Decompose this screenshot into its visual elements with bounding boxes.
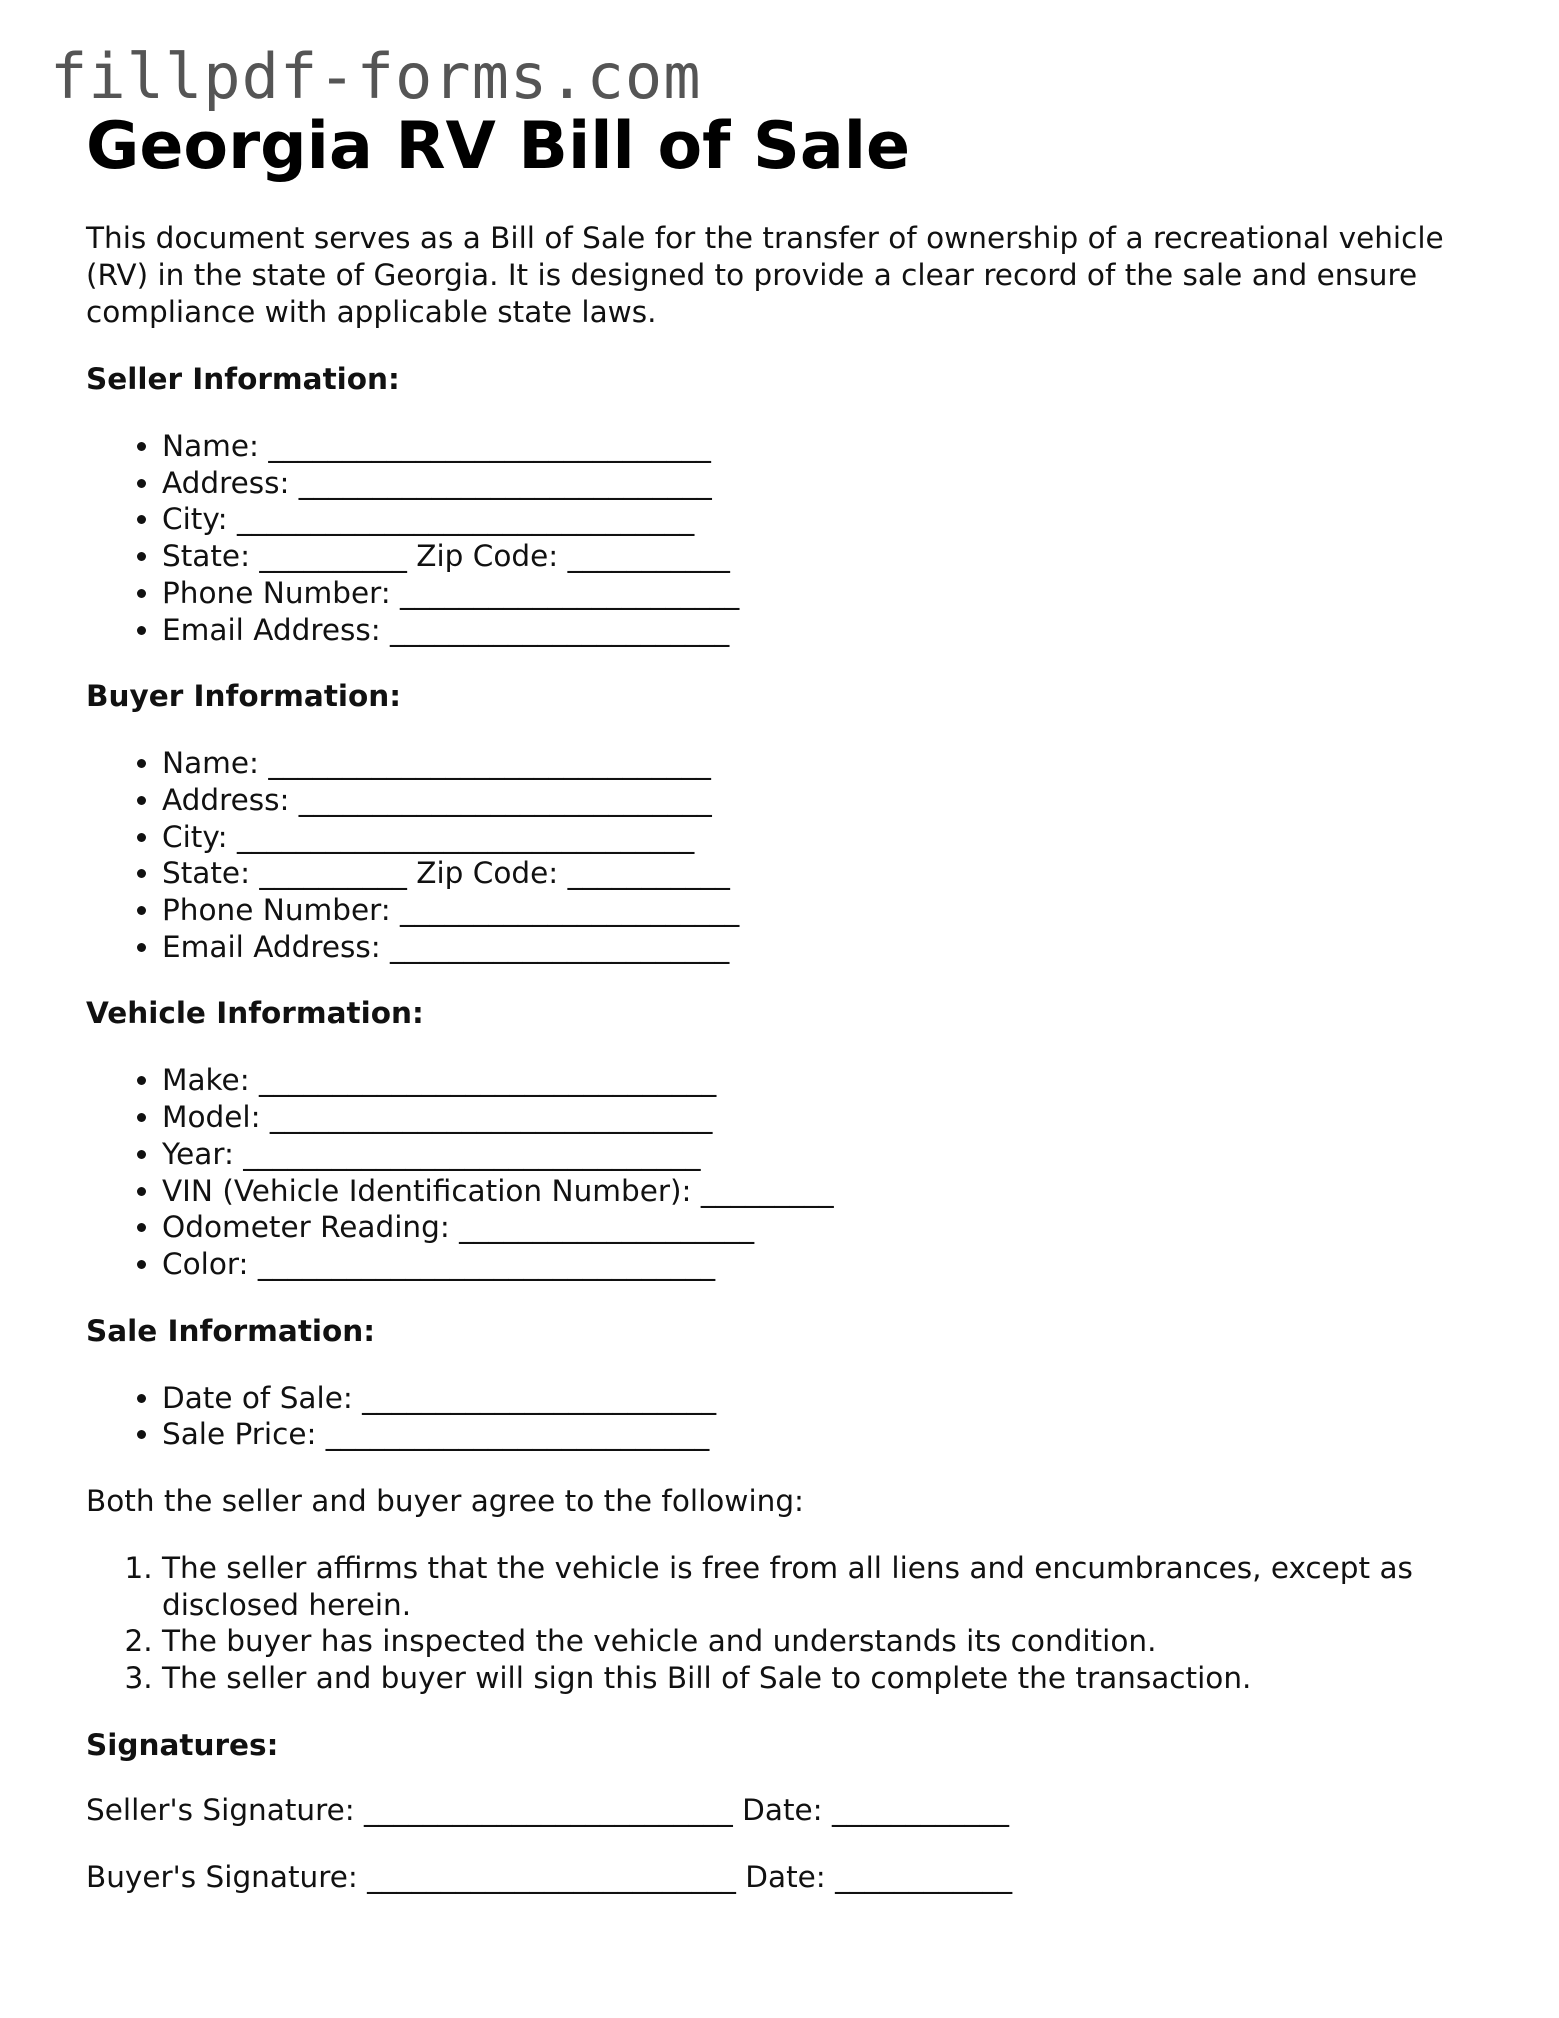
- intro-paragraph: This document serves as a Bill of Sale for the transfer of ownership of a recreational vehicle (RV) in the state of Georgia. It is designed to provide a clear record of the sale and ensure compliance with applicable state laws.: [86, 221, 1444, 329]
- buyer-state-zip-field: • State: __________ Zip Code: ___________: [162, 855, 1486, 892]
- seller-fields-list: [86, 428, 1486, 648]
- buyer-city-field: • City: _______________________________: [162, 819, 1486, 856]
- seller-name-field: • Name: ______________________________: [162, 428, 1486, 465]
- vehicle-model-field: • Model: ______________________________: [162, 1099, 1486, 1136]
- sale-price-field: • Sale Price: __________________________: [162, 1416, 1486, 1453]
- buyer-name-field: • Name: ______________________________: [162, 745, 1486, 782]
- vehicle-vin-field: • VIN (Vehicle Identification Number): _________: [162, 1173, 1486, 1210]
- vehicle-make-field: • Make: _______________________________: [162, 1062, 1486, 1099]
- agreement-item: 3. The seller and buyer will sign this Bill of Sale to complete the transaction.: [162, 1660, 1486, 1697]
- agreement-list: [86, 1550, 1486, 1697]
- sale-fields-list: [86, 1380, 1486, 1453]
- seller-phone-field: • Phone Number: _______________________: [162, 575, 1486, 612]
- buyer-heading: Buyer Information:: [86, 679, 402, 714]
- document-title: Georgia RV Bill of Sale: [86, 109, 911, 184]
- watermark: fillpdf-forms.com: [50, 40, 702, 113]
- buyer-email-field: • Email Address: _______________________: [162, 929, 1486, 966]
- seller-signature-line: Seller's Signature: _________________________ Date: ____________: [86, 1792, 1009, 1827]
- seller-email-field: • Email Address: _______________________: [162, 612, 1486, 649]
- vehicle-odometer-field: • Odometer Reading: ____________________: [162, 1209, 1486, 1246]
- agreement-item: 2. The buyer has inspected the vehicle and understands its condition.: [162, 1623, 1486, 1660]
- document-body: [86, 108, 1486, 1896]
- vehicle-heading: Vehicle Information:: [86, 996, 424, 1031]
- agreement-intro: Both the seller and buyer agree to the following:: [86, 1484, 804, 1519]
- sale-date-field: • Date of Sale: ________________________: [162, 1380, 1486, 1417]
- seller-state-zip-field: • State: __________ Zip Code: ___________: [162, 538, 1486, 575]
- seller-address-field: • Address: ____________________________: [162, 465, 1486, 502]
- seller-city-field: • City: _______________________________: [162, 501, 1486, 538]
- vehicle-year-field: • Year: _______________________________: [162, 1136, 1486, 1173]
- signatures-heading: Signatures:: [86, 1727, 279, 1762]
- buyer-fields-list: [86, 745, 1486, 965]
- vehicle-color-field: • Color: _______________________________: [162, 1246, 1486, 1283]
- buyer-signature-line: Buyer's Signature: _________________________ Date: ____________: [86, 1859, 1013, 1894]
- vehicle-fields-list: [86, 1062, 1486, 1282]
- seller-heading: Seller Information:: [86, 362, 400, 396]
- sale-heading: Sale Information:: [86, 1313, 376, 1348]
- agreement-item: 1. The seller affirms that the vehicle is free from all liens and encumbrances, except as disclosed herein.: [162, 1550, 1486, 1623]
- buyer-phone-field: • Phone Number: _______________________: [162, 892, 1486, 929]
- buyer-address-field: • Address: ____________________________: [162, 782, 1486, 819]
